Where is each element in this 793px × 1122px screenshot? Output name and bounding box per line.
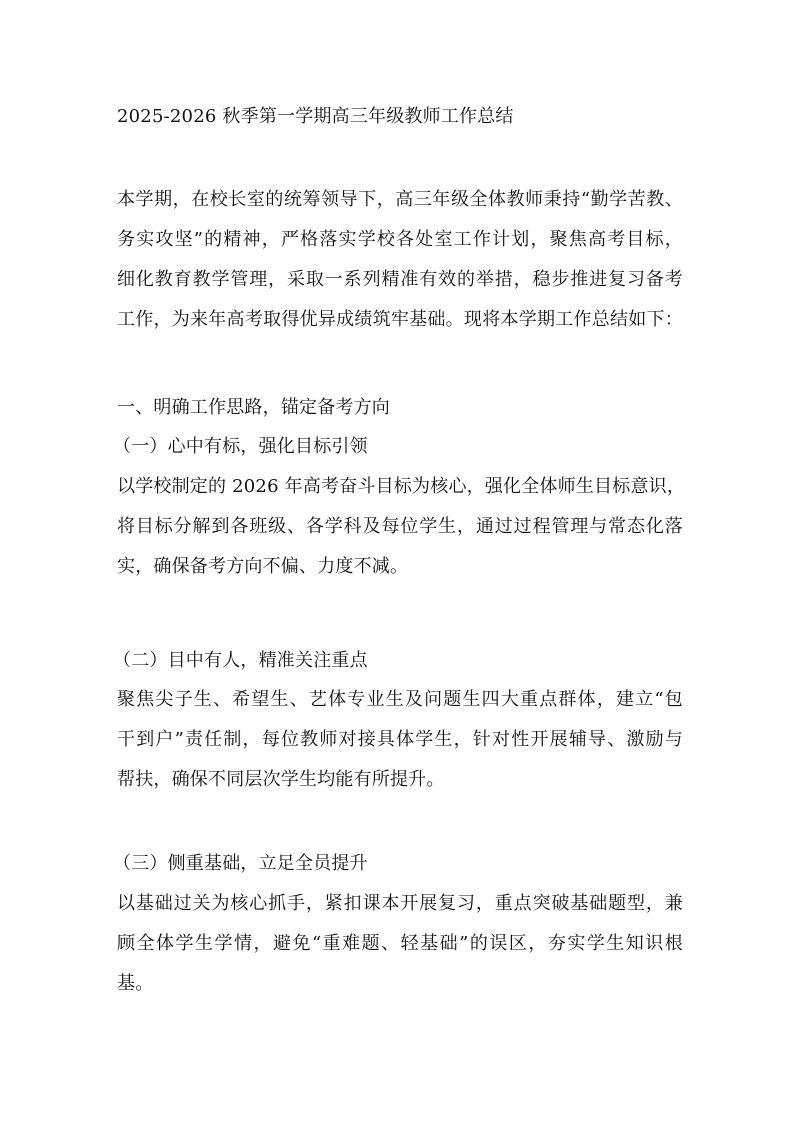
body-line: 将目标分解到各班级、各学科及每位学生，通过过程管理与常态化落 <box>117 516 683 537</box>
body-line: 帮扶，确保不同层次学生均能有所提升。 <box>117 769 445 790</box>
body-line: 以基础过关为核心抓手，紧扣课本开展复习，重点突破基础题型，兼 <box>117 893 683 914</box>
intro-line: 细化教育教学管理，采取一系列精准有效的举措，稳步推进复习备考 <box>117 269 683 290</box>
intro-line: 本学期，在校长室的统筹领导下，高三年级全体教师秉持“勤学苦教、 <box>117 189 683 210</box>
body-line: 基。 <box>117 973 154 994</box>
body-line: 以学校制定的 2026 年高考奋斗目标为核心，强化全体师生目标意识， <box>117 476 686 497</box>
subsection-heading: （三）侧重基础，立足全员提升 <box>113 853 368 874</box>
document-title: 2025-2026 秋季第一学期高三年级教师工作总结 <box>117 106 514 127</box>
subsection-heading: （一）心中有标，强化目标引领 <box>113 436 368 457</box>
body-line: 聚焦尖子生、希望生、艺体专业生及问题生四大重点群体，建立“包 <box>117 689 683 710</box>
body-line: 干到户”责任制，每位教师对接具体学生，针对性开展辅导、激励与 <box>117 729 683 750</box>
intro-line: 务实攻坚”的精神，严格落实学校各处室工作计划，聚焦高考目标， <box>117 229 683 250</box>
body-line: 顾全体学生学情，避免“重难题、轻基础”的误区，夯实学生知识根 <box>117 933 683 954</box>
subsection-heading: （二）目中有人，精准关注重点 <box>113 650 368 671</box>
body-line: 实，确保备考方向不偏、力度不减。 <box>117 556 409 577</box>
intro-line: 工作，为来年高考取得优异成绩筑牢基础。现将本学期工作总结如下： <box>117 309 683 330</box>
section-heading: 一、明确工作思路，锚定备考方向 <box>117 397 390 418</box>
